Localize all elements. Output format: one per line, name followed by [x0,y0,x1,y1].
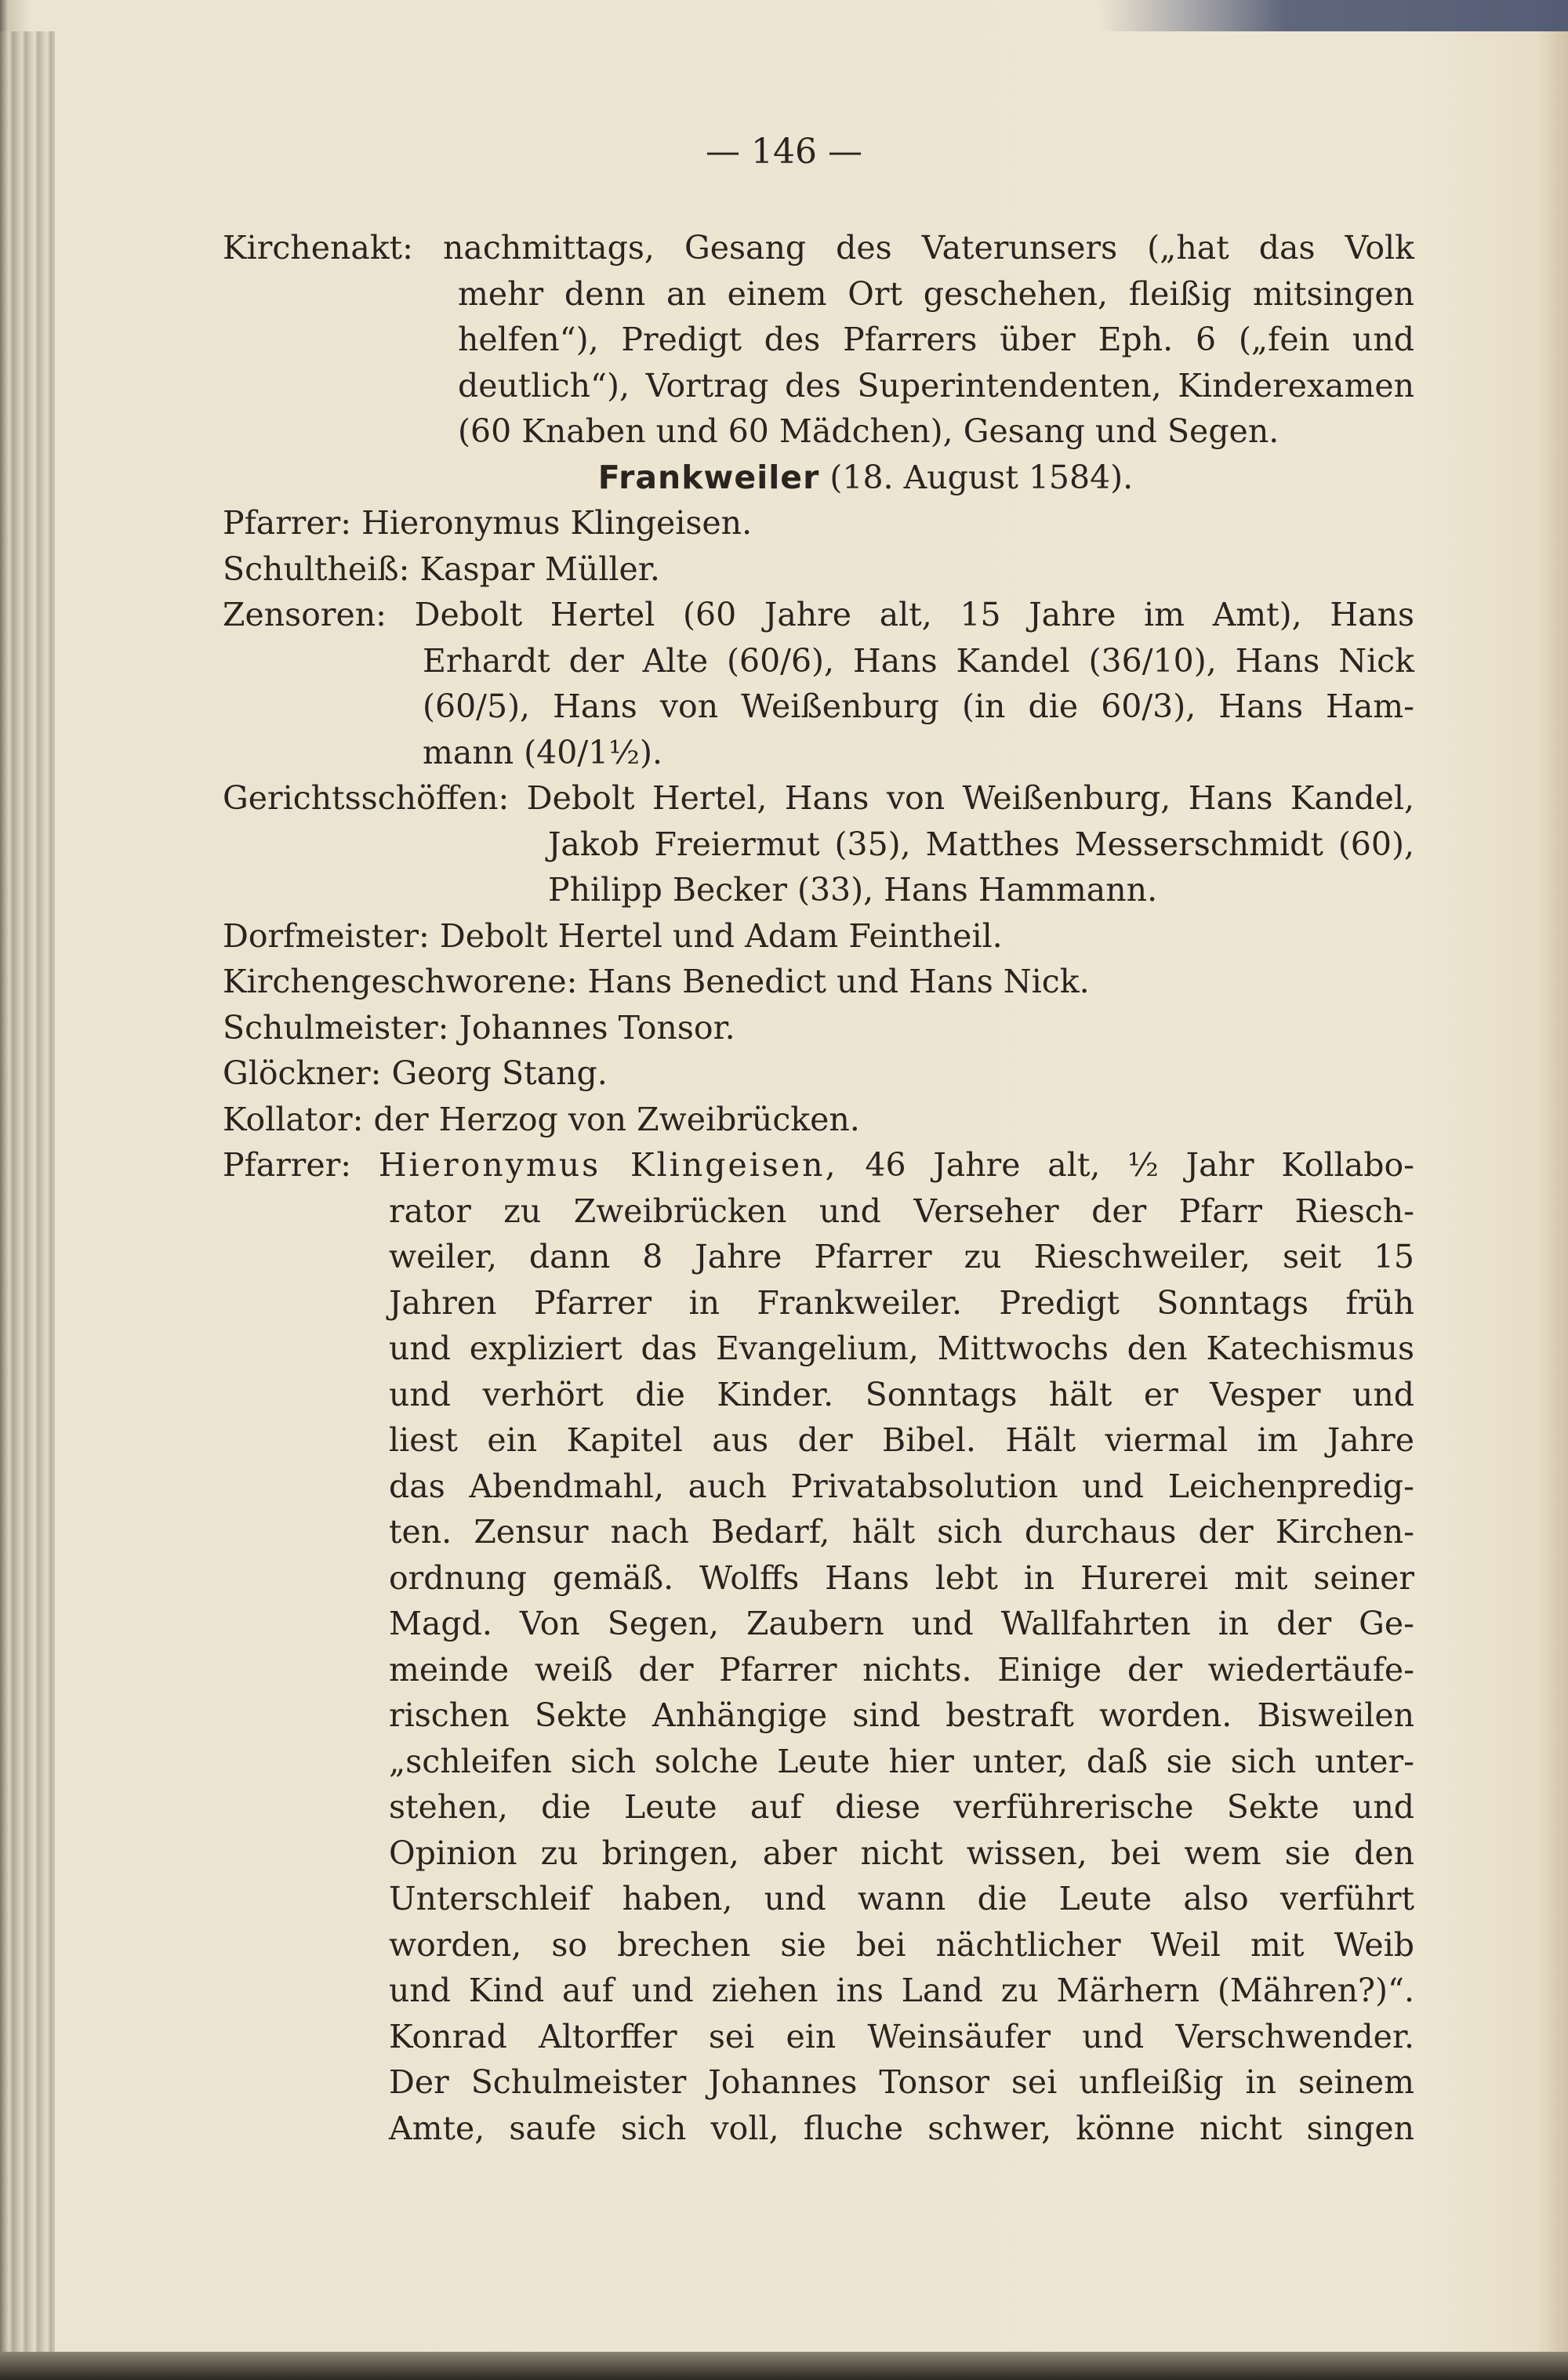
entry-schultheiss [223,546,1414,593]
entry-text: Hieronymus Klingeisen. [361,504,753,542]
place-name: Frankweiler [597,458,820,496]
text-line: ten. Zensur nach Bedarf, hält sich durchaus der Kirchen- [389,1513,1414,1551]
text-line [223,225,1414,271]
text-line: Magd. Von Segen, Zaubern und Wallfahrten in der Ge- [389,1605,1414,1642]
entry-label: Kirchenakt: [223,229,413,267]
text-line [223,775,1414,822]
text-line [223,1097,1414,1143]
entry-label: Pfarrer: [223,1146,352,1184]
entry-label: Zensoren: [223,596,387,633]
entry-label: Glöckner: [223,1054,382,1092]
text-line: und expliziert das Evangelium, Mittwochs den Katechismus [389,1330,1414,1367]
entry-label: Pfarrer: [223,504,352,542]
text-line [223,1005,1414,1051]
text-line: Opinion zu bringen, aber nicht wissen, bei wem sie den [389,1834,1414,1872]
text-line [223,1050,1414,1097]
text-line: helfen“), Predigt des Pfarrers über Eph. 6 („fein und [458,321,1414,358]
text-line: rator zu Zweibrücken und Verseher der Pfarr Riesch- [389,1192,1414,1230]
text-line: Amte, saufe sich voll, fluche schwer, könne nicht singen [389,2109,1414,2147]
page-number: — 146 — [706,132,862,172]
entry-text: nachmittags, Gesang des Vaterunsers („hat das Volk [443,229,1414,267]
text-line: „schleifen sich solche Leute hier unter, daß sie sich unter- [389,1742,1414,1780]
text-line: und verhört die Kinder. Sonntags hält er Vesper und [389,1375,1414,1413]
text-line: Unterschleif haben, und wann die Leute also verführt [389,1880,1414,1917]
scan-bottom-edge [0,2352,1568,2380]
text-line [223,592,1414,638]
text-line: liest ein Kapitel aus der Bibel. Hält viermal im Jahre [389,1421,1414,1459]
text-line [223,500,1414,546]
text-line: weiler, dann 8 Jahre Pfarrer zu Rieschweiler, seit 15 [389,1238,1414,1275]
text-line: Der Schulmeister Johannes Tonsor sei unfleißig in seinem [389,2063,1414,2101]
entry-schulmeister [223,1005,1414,1051]
entry-label: Kirchengeschworene: [223,963,578,1000]
text-line: Jakob Freiermut (35), Matthes Messerschmidt (60), [548,825,1414,863]
text-line: mehr denn an einem Ort geschehen, fleißig mitsingen [458,274,1414,313]
text-line [223,546,1414,593]
text-line: das Abendmahl, auch Privatabsolution und Leichenpredig- [389,1467,1414,1505]
text-line: (60/5), Hans von Weißenburg (in die 60/3), Hans Ham- [423,688,1414,725]
text-line: Konrad Altorffer sei ein Weinsäufer und Verschwender. [389,2017,1414,2055]
entry-pfarrer [223,500,1414,546]
entry-text: Georg Stang. [391,1054,608,1092]
entry-label: Dorfmeister: [223,916,430,955]
text-line: rischen Sekte Anhängige sind bestraft worden. Bisweilen [389,1696,1414,1734]
entry-label: Gerichtsschöffen: [223,779,510,817]
text-line [223,1142,1414,1188]
entry-label: Schulmeister: [223,1008,449,1047]
text-line: (60 Knaben und 60 Mädchen), Gesang und Segen. [458,412,1279,450]
text-line: ordnung gemäß. Wolffs Hans lebt in Hurerei mit seiner [389,1558,1414,1597]
entry-kollator [223,1097,1414,1143]
entry-gerichtsschoeffen [223,775,1414,913]
section-heading [223,455,1414,501]
book-page-edges [0,31,55,2352]
entry-dorfmeister [223,913,1414,960]
entry-text: Hans Benedict und Hans Nick. [587,963,1090,1000]
entry-text: Debolt Hertel und Adam Feintheil. [439,916,1003,955]
entry-pfarrer-report [223,1142,1414,2151]
text-line [223,913,1414,960]
text-line: deutlich“), Vortrag des Superintendenten, Kinderexamen [458,366,1414,405]
text-line: Erhardt der Alte (60/6), Hans Kandel (36/10), Hans Nick [423,641,1414,680]
entry-kirchenakt [223,225,1414,455]
text-line: Philipp Becker (33), Hans Hammann. [548,871,1158,909]
entry-zensoren [223,592,1414,775]
entry-text: Kaspar Müller. [419,550,660,588]
text-line: und Kind auf und ziehen ins Land zu Märhern (Mähren?)“. [389,1972,1414,2009]
text-line: Jahren Pfarrer in Frankweiler. Predigt Sonntags früh [389,1283,1414,1322]
scan-color-strip [1098,0,1568,31]
entry-text: der Herzog von Zweibrücken. [373,1100,860,1138]
text-line: meinde weiß der Pfarrer nichts. Einige der wiedertäufe- [389,1650,1414,1689]
text-line [223,959,1414,1005]
entry-label: Schultheiß: [223,550,410,588]
text-line: mann (40/1½). [423,733,662,771]
page-text [223,225,1414,2151]
entry-text: 46 Jahre alt, ½ Jahr Kollabo- [865,1146,1414,1184]
text-line: stehen, die Leute auf diese verführerische Sekte und [389,1788,1414,1826]
entry-kirchengeschworene [223,959,1414,1005]
pastor-name: Hieronymus Klingeisen, [378,1146,838,1184]
entry-label: Kollator: [223,1100,364,1138]
entry-text: Johannes Tonsor. [459,1008,735,1047]
text-line: worden, so brechen sie bei nächtlicher Weil mit Weib [389,1925,1414,1964]
visitation-date: (18. August 1584). [829,458,1134,496]
entry-text: Debolt Hertel, Hans von Weißenburg, Hans Kandel, [526,779,1414,817]
entry-gloeckner [223,1050,1414,1097]
entry-text: Debolt Hertel (60 Jahre alt, 15 Jahre im Amt), Hans [414,596,1414,633]
